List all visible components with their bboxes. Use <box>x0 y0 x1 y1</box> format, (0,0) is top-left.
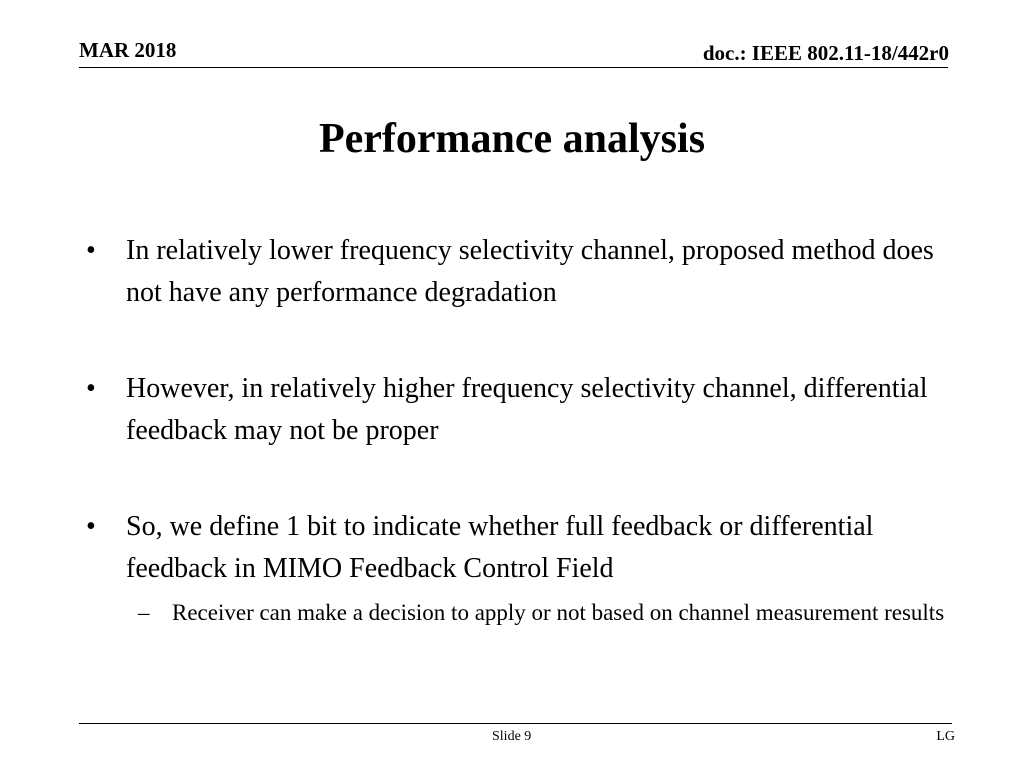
slide-number: Slide 9 <box>492 729 532 744</box>
bullet-dot-icon: • <box>86 373 96 404</box>
bullet-item <box>84 506 954 629</box>
bullet-text: However, in relatively higher frequency selectivity channel, differential feedback may not be proper <box>126 373 928 446</box>
bullet-list <box>84 230 954 629</box>
dash-icon: – <box>138 600 150 625</box>
sub-bullet-text: Receiver can make a decision to apply or not based on channel measurement results <box>172 600 945 625</box>
header-date: MAR 2018 <box>79 38 177 62</box>
bullet-item <box>84 230 954 314</box>
bullet-dot-icon: • <box>86 511 96 542</box>
header-doc-id: doc.: IEEE 802.11-18/442r0 <box>702 41 949 65</box>
bullet-dot-icon: • <box>86 235 96 266</box>
bullet-item <box>84 368 954 452</box>
header-divider <box>79 67 948 68</box>
footer-org: LG <box>936 729 955 744</box>
bullet-text: In relatively lower frequency selectivity channel, proposed method does not have any performance degradation <box>126 235 934 308</box>
footer-divider <box>79 723 952 724</box>
slide-title: Performance analysis <box>318 116 706 162</box>
bullet-text: So, we define 1 bit to indicate whether full feedback or differential feedback in MIMO Feedback Control Field <box>126 511 874 584</box>
sub-bullet-item <box>126 596 954 629</box>
